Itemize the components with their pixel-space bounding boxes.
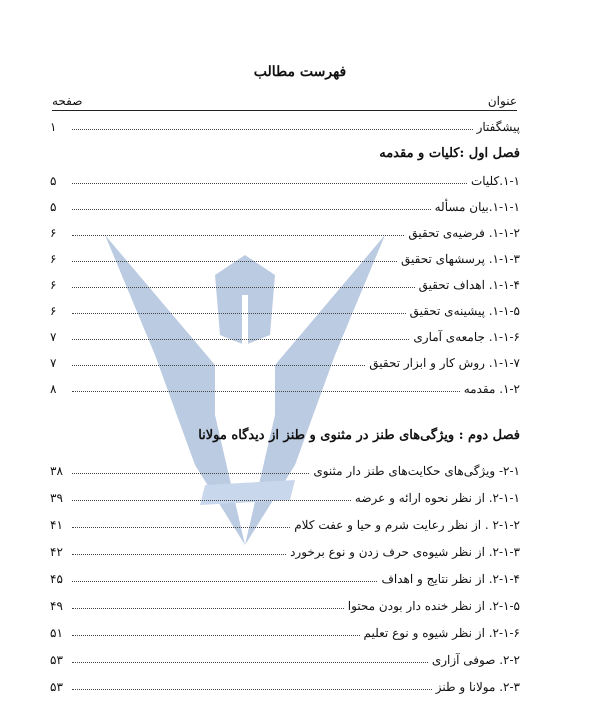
toc-entry xyxy=(50,170,520,188)
toc-entry xyxy=(50,487,520,505)
toc-entry-label: ۱-۱-۴. اهداف تحقیق xyxy=(418,278,520,292)
toc-entry-label: پیشگفتار xyxy=(476,120,520,134)
chapter-heading: فصل اول :کلیات و مقدمه xyxy=(379,146,520,161)
leader-dots xyxy=(72,500,351,501)
page-column-header: صفحه xyxy=(52,94,83,108)
leader-dots xyxy=(72,339,409,340)
leader-dots xyxy=(72,261,397,262)
leader-dots xyxy=(72,581,377,582)
toc-entry-page: ۴۵ xyxy=(50,572,63,586)
leader-dots xyxy=(72,473,309,474)
toc-entry xyxy=(50,352,520,370)
toc-entry xyxy=(50,568,520,586)
toc-entry-page: ۵۱ xyxy=(50,626,63,640)
leader-dots xyxy=(72,313,406,314)
leader-dots xyxy=(72,662,428,663)
toc-entry-label: ۲-۱-۲ . از نظر رعایت شرم و حیا و عفت کلام xyxy=(294,518,520,532)
toc-entry-page: ۵۳ xyxy=(50,653,63,667)
leader-dots xyxy=(72,635,360,636)
toc-entry-label: ۲-۲. صوفی آزاری xyxy=(431,653,520,667)
leader-dots xyxy=(72,183,467,184)
title-column-header: عنوان xyxy=(487,94,517,108)
toc-entry-label: ۱-۲. مقدمه xyxy=(463,382,520,396)
toc-entry xyxy=(50,274,520,292)
toc-entry xyxy=(50,541,520,559)
toc-entry-page: ۶ xyxy=(50,226,57,240)
toc-entry xyxy=(50,248,520,266)
toc-title: فهرست مطالب xyxy=(253,64,347,80)
toc-entry-label: ۲-۱-۴. از نظر نتایج و اهداف xyxy=(381,572,520,586)
toc-entry-label: ۱-۱-۶. جامعه‌ی آماری xyxy=(413,330,520,344)
toc-header-row xyxy=(52,94,517,111)
toc-entry xyxy=(50,514,520,532)
leader-dots xyxy=(72,391,460,392)
toc-entry-preface xyxy=(50,116,520,134)
toc-entry-label: ۲-۱-۵. از نظر خنده دار بودن محتوا xyxy=(347,599,520,613)
toc-entry xyxy=(50,300,520,318)
toc-entry-label: ۲-۱-۱. از نظر نحوه ارائه و عرضه xyxy=(354,491,520,505)
toc-entry xyxy=(50,649,520,667)
leader-dots xyxy=(72,209,431,210)
toc-entry-label: ۲-۱-۳. از نظر شیوه‌ی حرف زدن و نوع برخورد xyxy=(290,545,520,559)
toc-entry-page: ۱ xyxy=(50,120,57,134)
leader-dots xyxy=(72,608,344,609)
toc-entry xyxy=(50,326,520,344)
toc-entry xyxy=(50,622,520,640)
toc-entry-label: ۲-۱- ویژگی‌های حکایت‌های طنز دار مثنوی xyxy=(313,464,520,478)
toc-entry-page: ۵ xyxy=(50,174,57,188)
toc-entry xyxy=(50,378,520,396)
toc-entry-page: ۷ xyxy=(50,356,57,370)
toc-entry-label: ۱-۱.کلیات xyxy=(470,174,520,188)
toc-entry-page: ۵۳ xyxy=(50,680,63,694)
leader-dots xyxy=(72,527,290,528)
toc-entry-page: ۶ xyxy=(50,252,57,266)
leader-dots xyxy=(72,554,286,555)
leader-dots xyxy=(72,129,473,130)
toc-entry xyxy=(50,676,520,694)
toc-entry xyxy=(50,196,520,214)
toc-entry-page: ۴۱ xyxy=(50,518,63,532)
toc-entry-page: ۸ xyxy=(50,382,57,396)
toc-entry-page: ۳۸ xyxy=(50,464,63,478)
toc-entry-label: ۱-۱-۳. پرسشهای تحقیق xyxy=(401,252,520,266)
chapter-heading: فصل دوم : ویژگی‌های طنز در مثنوی و طنز از دیدگاه مولانا xyxy=(198,428,520,443)
toc-entry-page: ۳۹ xyxy=(50,491,63,505)
toc-entry-page: ۶ xyxy=(50,304,57,318)
toc-entry xyxy=(50,222,520,240)
toc-entry-page: ۴۹ xyxy=(50,599,63,613)
toc-entry-page: ۴۲ xyxy=(50,545,63,559)
toc-entry xyxy=(50,460,520,478)
toc-entry-page: ۶ xyxy=(50,278,57,292)
leader-dots xyxy=(72,287,415,288)
toc-entry-label: ۱-۱-۱.بیان مسأله xyxy=(434,200,520,214)
toc-entry-label: ۲-۳. مولانا و طنز xyxy=(435,680,520,694)
toc-entry-label: ۱-۱-۲. فرضیه‌ی تحقیق xyxy=(408,226,520,240)
toc-entry xyxy=(50,595,520,613)
leader-dots xyxy=(72,235,404,236)
leader-dots xyxy=(72,689,432,690)
leader-dots xyxy=(72,365,365,366)
toc-entry-page: ۵ xyxy=(50,200,57,214)
toc-entry-label: ۱-۱-۵. پیشینه‌ی تحقیق xyxy=(409,304,520,318)
toc-entry-label: ۱-۱-۷. روش کار و ابزار تحقیق xyxy=(369,356,520,370)
toc-entry-page: ۷ xyxy=(50,330,57,344)
toc-entry-label: ۲-۱-۶. از نظر شیوه و نوع تعلیم xyxy=(363,626,520,640)
